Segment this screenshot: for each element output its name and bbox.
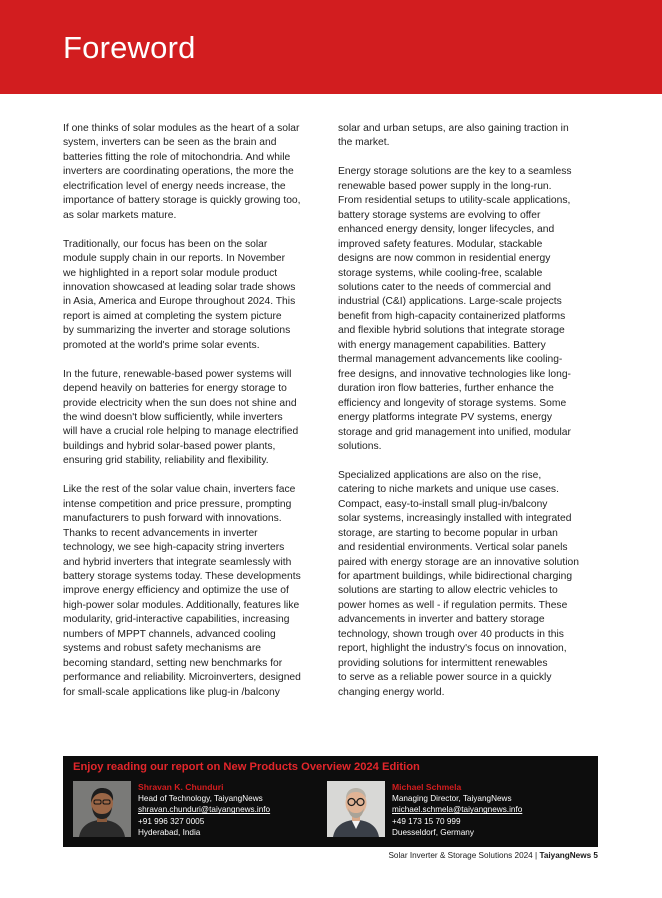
header-banner [0,0,662,94]
page-title: Foreword [63,30,196,65]
left-text-column [63,122,325,715]
footer-report-title: Solar Inverter & Storage Solutions 2024 [388,851,533,860]
paragraph: Traditionally, our focus has been on the solar module supply chain in our reports. In November we highlighted in a report solar module product innovation showcased at leading solar trade shows in Asia, America and Europe throughout 2024. This report is aimed at completing the system picture by summarizing the inverter and storage solutions promoted at the world's prime solar events. [63,238,296,351]
paragraph: In the future, renewable-based power systems will depend heavily on batteries for energy storage to provide electricity when the sun does not shine and the wind doesn't blow sufficiently, while inverters will have a crucial role helping to manage electrified buildings and hybrid solar-based power plants, ensuring grid stability, reliability and flexibility. [63,368,299,467]
paragraph: Energy storage solutions are the key to a seamless renewable based power supply in the long-run. From residential setups to utility-scale applications, battery storage systems are evolving to offer enhanced energy density, longer lifecycles, and improved safety features. Modular, stackable designs are now common in residential energy storage systems, while cooling-free, scalable solutions cater to the needs of commercial and industrial (C&I) applications. Large-scale projects benefit from high-capacity containerized platforms and flexible hybrid solutions that integrate storage with energy management capabilities. Battery thermal management advancements like cooling- free designs, and innovative technologies like long- duration iron flow batteries, further enhance the efficiency and longevity of storage systems. Some energy platforms integrate PV systems, energy storage and grid management into unified, modular solutions. [338,166,572,452]
paragraph: Like the rest of the solar value chain, inverters face intense competition and price pressure, prompting manufacturers to push forward with innovations. Thanks to recent advancements in inverter technology, we see high-capacity string inverters and hybrid inverters that integrate seamlessly with battery storage systems today. These developments improve energy efficiency and optimize the use of high-power solar modules. Additionally, features like modularity, grid-interactive capabilities, increasing numbers of MPPT channels, advanced cooling systems and robust safety mechanisms are becoming standard, setting new benchmarks for performance and reliability. Microinverters, designed for small-scale applications like plug-in /balcony [63,484,301,698]
contact-email-link[interactable]: shravan.chunduri@taiyangnews.info [138,805,271,815]
contact-name: Shravan K. Chunduri [138,782,224,792]
avatar [327,781,385,837]
contact-info [392,782,592,838]
contact-email-link[interactable]: michael.schmela@taiyangnews.info [392,805,523,815]
promo-title: Enjoy reading our report on New Products Overview 2024 Edition [73,761,420,773]
avatar [73,781,131,837]
contact-role: Head of Technology, TaiyangNews [138,794,263,804]
contact-location: Hyderabad, India [138,827,201,837]
footer-separator: | [535,851,538,860]
paragraph: solar and urban setups, are also gaining traction in the market. [338,123,569,149]
footer-brand-page-number: TaiyangNews 5 [539,851,598,860]
paragraph: Specialized applications are also on the rise, catering to niche markets and unique use cases. Compact, easy-to-install small plug-in/balcony solar systems, increasingly installed with integrated storage, are starting to become popular in urban and residential environments. Vertical solar panels paired with energy storage are an innovative solution for apartment buildings, while bidirectional charging solutions are starting to allow electric vehicles to power homes as well - if regulation permits. These advancements in inverter and battery storage technology, shown trough over 40 products in this report, highlight the industry's focus on innovation, providing solutions for intermittent renewables to serve as a reliable power source in a quickly changing energy world. [338,469,579,698]
page-footer [388,851,598,860]
paragraph: If one thinks of solar modules as the heart of a solar system, inverters can be seen as the brain and batteries fitting the role of mitochondria. And while inverters are coordinating operations, the more the electrification level of energy needs increase, the importance of battery storage is quickly growing too, as solar markets mature. [63,123,301,221]
contact-name: Michael Schmela [392,782,462,792]
contact-phone: +91 996 327 0005 [138,816,205,826]
contact-phone: +49 173 15 70 999 [392,816,461,826]
contact-role: Managing Director, TaiyangNews [392,794,512,804]
right-text-column [338,122,603,715]
contact-location: Duesseldorf, Germany [392,827,474,837]
contact-box [63,756,598,847]
person-photo-icon [73,781,131,837]
contact-info [138,782,338,838]
person-photo-icon [327,781,385,837]
